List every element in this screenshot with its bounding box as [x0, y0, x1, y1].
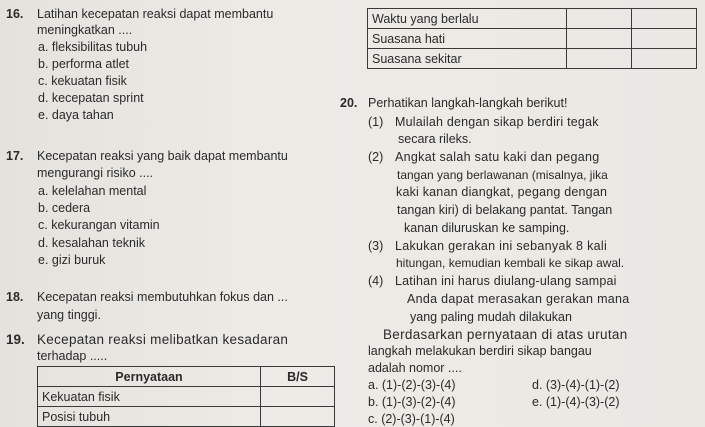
table-cell: Suasana hati: [368, 29, 567, 49]
table-header-bs: B/S: [261, 367, 335, 387]
q20-step4-line1: Latihan ini harus diulang-ulang sampai: [395, 274, 617, 288]
table-cell: Posisi tubuh: [38, 407, 261, 427]
q20-step2-line1: Angkat salah satu kaki dan pegang: [395, 150, 600, 164]
q20-closing-line2: langkah melakukan berdiri sikap bangau: [368, 344, 592, 358]
table-row: [368, 9, 697, 29]
table-cell-empty[interactable]: [567, 29, 632, 49]
q20-option-d[interactable]: d. (3)-(4)-(1)-(2): [532, 378, 620, 392]
q20-option-b[interactable]: b. (1)-(3)-(2)-(4): [368, 395, 456, 409]
table-cell-empty[interactable]: [261, 387, 335, 407]
q20-stem: Perhatikan langkah-langkah berikut!: [368, 96, 568, 110]
q16-option-c[interactable]: c. kekuatan fisik: [38, 74, 127, 88]
q17-stem-line1: Kecepatan reaksi yang baik dapat membantu: [37, 149, 288, 163]
q20-option-e[interactable]: e. (1)-(4)-(3)-(2): [532, 395, 620, 409]
q20-option-a[interactable]: a. (1)-(2)-(3)-(4): [368, 378, 456, 392]
table-cell: Kekuatan fisik: [38, 387, 261, 407]
q16-option-d[interactable]: d. kecepatan sprint: [38, 91, 144, 105]
q19-table: [37, 366, 335, 427]
q20-step3-number: (3): [368, 239, 384, 253]
table-row: [368, 29, 697, 49]
q17-number: 17.: [6, 149, 24, 163]
q20-step2-line5: kanan diluruskan ke samping.: [404, 221, 570, 235]
q16-option-b[interactable]: b. performa atlet: [38, 57, 130, 71]
table-cell-empty[interactable]: [567, 49, 632, 69]
table-cell-empty[interactable]: [261, 407, 335, 427]
table-cell-empty[interactable]: [632, 9, 697, 29]
q19-stem-line2: terhadap .....: [37, 349, 108, 363]
q20-step2-number: (2): [368, 150, 384, 164]
q20-closing-line1: Berdasarkan pernyataan di atas urutan: [383, 327, 628, 342]
q20-step2-line2: tangan yang berlawanan (misalnya, jika: [397, 168, 608, 182]
q16-stem-line1: Latihan kecepatan reaksi dapat membantu: [37, 7, 274, 21]
q16-number: 16.: [6, 7, 24, 21]
q20-number: 20.: [340, 96, 358, 110]
q20-step4-line2: Anda dapat merasakan gerakan mana: [407, 292, 630, 306]
q16-option-a[interactable]: a. fleksibilitas tubuh: [38, 40, 148, 54]
q20-step2-line4: tangan kiri) di belakang pantat. Tangan: [397, 203, 613, 217]
table-cell-empty[interactable]: [632, 29, 697, 49]
table-row: [38, 407, 335, 427]
q17-option-a[interactable]: a. kelelahan mental: [38, 184, 147, 198]
q20-step1-line2: secara rileks.: [398, 132, 472, 146]
q18-stem-line1: Kecepatan reaksi membutuhkan fokus dan ...: [37, 290, 288, 304]
q16-table: [367, 8, 697, 69]
table-cell: Waktu yang berlalu: [368, 9, 567, 29]
table-cell-empty[interactable]: [567, 9, 632, 29]
q18-stem-line2: yang tinggi.: [37, 308, 101, 322]
q19-number: 19.: [6, 332, 25, 347]
q20-option-c[interactable]: c. (2)-(3)-(1)-(4): [368, 412, 455, 426]
q20-step3-line1: Lakukan gerakan ini sebanyak 8 kali: [395, 239, 608, 253]
q16-stem-line2: meningkatkan ....: [37, 23, 133, 37]
q20-closing-line3: adalah nomor ....: [368, 361, 462, 375]
table-header-row: [38, 367, 335, 387]
q20-step3-line2: hitungan, kemudian kembali ke sikap awal.: [396, 256, 625, 270]
table-cell-empty[interactable]: [632, 49, 697, 69]
table-header-pernyataan: Pernyataan: [38, 367, 261, 387]
q17-option-d[interactable]: d. kesalahan teknik: [38, 236, 146, 250]
table-row: [368, 49, 697, 69]
q20-step2-line3: kaki kanan diangkat, pegang dengan: [396, 185, 608, 199]
q20-step4-number: (4): [368, 274, 384, 288]
q17-option-e[interactable]: e. gizi buruk: [38, 253, 106, 267]
q19-stem-line1: Kecepatan reaksi melibatkan kesadaran: [37, 332, 289, 347]
q20-step1-line1: Mulailah dengan sikap berdiri tegak: [395, 115, 599, 129]
q20-step1-number: (1): [368, 115, 384, 129]
q16-option-e[interactable]: e. daya tahan: [38, 108, 114, 122]
q17-option-c[interactable]: c. kekurangan vitamin: [38, 218, 160, 232]
q20-step4-line3: yang paling mudah dilakukan: [410, 310, 572, 324]
table-cell: Suasana sekitar: [368, 49, 567, 69]
q17-option-b[interactable]: b. cedera: [38, 201, 91, 215]
q18-number: 18.: [6, 290, 24, 304]
q17-stem-line2: mengurangi risiko ....: [37, 166, 154, 180]
table-row: [38, 387, 335, 407]
